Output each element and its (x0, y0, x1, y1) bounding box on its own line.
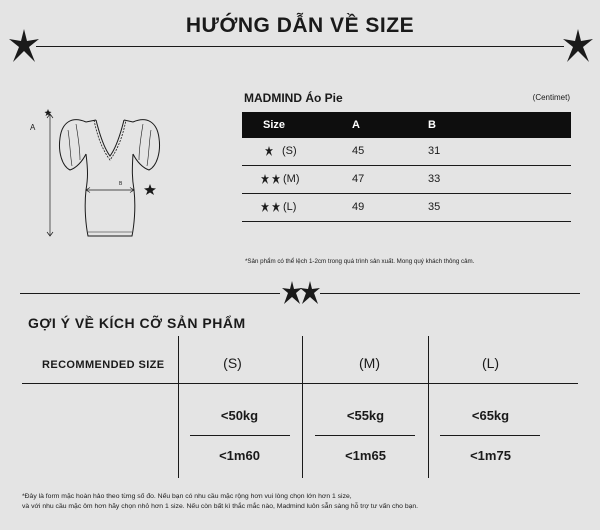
star-icon (8, 28, 40, 64)
recommended-size-l: (L) (481, 355, 500, 371)
star-icon (261, 174, 269, 184)
recommendation-title: GỢI Ý VỀ KÍCH CỠ SẢN PHẨM (28, 315, 246, 331)
table-row (242, 138, 571, 166)
section-divider-left (20, 293, 280, 294)
a-cell: 45 (352, 145, 365, 157)
recommended-size-m: (M) (359, 355, 380, 371)
page-title: HƯỚNG DẪN VỀ SIZE (185, 14, 415, 37)
double-star-icon (281, 280, 321, 306)
product-title: MADMIND Áo Pie (244, 91, 343, 105)
height-cell: <1m60 (219, 448, 260, 463)
recommended-size-label: RECOMMENDED SIZE (42, 359, 165, 371)
star-icon (562, 28, 594, 64)
tolerance-note: *Sản phẩm có thể lệch 1-2cm trong quá trình sản xuất. Mong quý khách thông cảm. (245, 258, 475, 265)
cell-divider (190, 435, 290, 436)
recommendation-divider (22, 383, 578, 384)
weight-cell: <50kg (220, 408, 259, 423)
section-divider-right (320, 293, 580, 294)
height-cell: <1m65 (345, 448, 386, 463)
size-cell: (S) (282, 145, 297, 157)
weight-cell: <65kg (471, 408, 510, 423)
column-header-size: Size (263, 119, 286, 131)
footnote-line: và với nhu cầu mặc ôm hơn hãy chọn nhỏ hơn 1 size. Nếu còn bất kì thắc mắc nào, Madmind luôn sẵn sàng hỗ trợ tư vấn cho bạn. (22, 503, 419, 510)
column-header-a: A (352, 119, 360, 131)
dimension-a-label: A (30, 123, 36, 132)
size-cell: (M) (283, 173, 300, 185)
a-cell: 49 (352, 201, 365, 213)
star-icon (261, 202, 269, 212)
b-cell: 33 (428, 173, 441, 185)
size-cell: (L) (283, 201, 297, 213)
table-row (242, 194, 571, 222)
cell-divider (315, 435, 415, 436)
cell-divider (440, 435, 540, 436)
garment-illustration (28, 108, 163, 244)
column-header-b: B (428, 119, 436, 131)
footnote (22, 492, 418, 512)
unit-label: (Centimet) (532, 93, 570, 102)
recommended-size-s: (S) (223, 355, 242, 371)
b-cell: 31 (428, 145, 441, 157)
star-icon (265, 146, 273, 156)
weight-cell: <55kg (346, 408, 385, 423)
b-cell: 35 (428, 201, 441, 213)
size-table-header (242, 112, 571, 138)
footnote-line: *Đây là form mặc hoàn hảo theo từng số đo. Nếu bạn có nhu cầu mặc rộng hơn vui lòng chọn lớn hơn 1 size, (22, 493, 352, 500)
star-icon (272, 174, 280, 184)
a-cell: 47 (352, 173, 365, 185)
star-icon (272, 202, 280, 212)
height-cell: <1m75 (470, 448, 511, 463)
table-row (242, 166, 571, 194)
dimension-b-label: B (119, 181, 123, 187)
header-divider (36, 46, 564, 47)
